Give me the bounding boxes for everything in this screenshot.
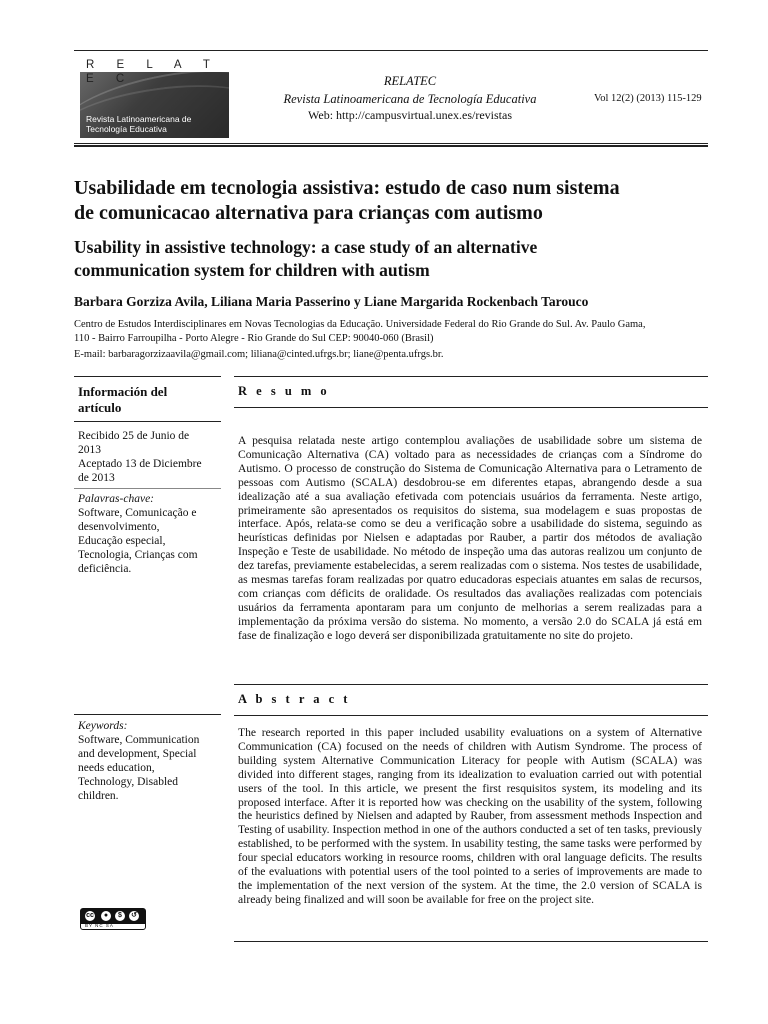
keywords-pt-line: Tecnologia, Crianças com xyxy=(78,549,198,561)
logo-subtitle-line1: Revista Latinoamericana de xyxy=(86,114,192,124)
title-pt-line2: de comunicacao alternativa para crianças com autismo xyxy=(74,202,543,224)
journal-name: RELATEC xyxy=(383,74,437,88)
cc-caption: BY NC SA xyxy=(85,923,114,928)
keywords-pt-line: Educação especial, xyxy=(78,535,166,547)
main-rule-resumo-end xyxy=(234,684,708,685)
authors: Barbara Gorziza Avila, Liliana Maria Passerino y Liane Margarida Rockenbach Tarouco xyxy=(74,294,589,309)
keywords-en-line: needs education, xyxy=(78,762,155,774)
abstract-text: The research reported in this paper included usability evaluations on a system of Alternative Communication (CA) focused on the needs of children with Autism Syndrome. The process of building system Alternative Communication Literacy for people with Autism (SCALA) was divided into different stages, ranging from its idealization to evaluation carried out with potential users of the tool. In this article, we present the first resquisitos system, its modeling and its proposed interface. After it is reported how was checking on the usability of the system, following the heuristics defined by Nielsen and adapted by Rauber, from assessment methods Inspection and Testing of usability. Inspection method in one of the authors conducted a set of ten tasks, previously established, to be performed with the system. In usability testing, the same tasks were performed by four special educators working in resource rooms, children with oral language deficits. The results of the evaluations with potential users of the tool pointed to a series of improvements are made to the implementation of the next version of the system. At the time, the 2.0 version of SCALA is already being finalized and will soon be available for free on the project site. xyxy=(238,726,702,906)
affiliation-line2: 110 - Bairro Farroupilha - Porto Alegre - Rio Grande do Sul CEP: 90040-060 (Brasil) xyxy=(74,333,434,344)
affiliation xyxy=(74,318,714,346)
affiliation-line1: Centro de Estudos Interdisciplinares em Novas Tecnologias da Educação. Universidade Federal do Rio Grande do Sul. Av. Paulo Gama, xyxy=(74,319,646,330)
title-portuguese xyxy=(74,176,714,226)
journal-website: Web: http://campusvirtual.unex.es/revistas xyxy=(308,108,512,122)
sidebar-rule-dates xyxy=(74,488,221,489)
sidebar-rule-keywords xyxy=(74,714,221,715)
creative-commons-license-badge[interactable] xyxy=(80,908,146,930)
header-rule-thick xyxy=(74,145,708,147)
sidebar-rule-top xyxy=(74,376,221,377)
cc-icon: cc xyxy=(84,910,96,922)
article-info-heading-line2: artículo xyxy=(78,400,122,415)
title-pt-line1: Usabilidade em tecnologia assistiva: estudo de caso num sistema xyxy=(74,177,620,199)
logo-subtitle xyxy=(86,115,191,134)
journal-full-name: Revista Latinoamericana de Tecnología Educativa xyxy=(283,92,537,106)
keywords-pt-line: deficiência. xyxy=(78,563,132,575)
abstract-heading: A b s t r a c t xyxy=(238,692,351,706)
volume-info: Vol 12(2) (2013) 115-129 xyxy=(594,93,702,104)
main-rule-top xyxy=(234,376,708,377)
title-en-line1: Usability in assistive technology: a case study of an alternative xyxy=(74,237,538,257)
by-icon: ● xyxy=(100,910,112,922)
top-rule xyxy=(74,50,708,51)
author-emails: E-mail: barbaragorzizaavila@gmail.com; liliana@cinted.ufrgs.br; liane@penta.ufrgs.br. xyxy=(74,349,444,360)
sidebar-rule-info xyxy=(74,421,221,422)
received-line2: 2013 xyxy=(78,444,101,456)
accepted-line2: de 2013 xyxy=(78,472,115,484)
received-line1: Recibido 25 de Junio de xyxy=(78,430,190,442)
keywords-pt-line: Software, Comunicação e xyxy=(78,507,197,519)
keywords-en-line: and development, Special xyxy=(78,748,197,760)
title-en-line2: communication system for children with autism xyxy=(74,260,430,280)
accepted-line1: Aceptado 13 de Diciembre xyxy=(78,458,202,470)
resumo-text: A pesquisa relatada neste artigo contemplou avaliações de usabilidade sobre um sistema de Comunicação Alternativa (CA) voltado para as necessidades de crianças com a Síndrome do Autismo. O processo de construção do Sistema de Comunicação Alternativa para o Letramento de pessoas com Autismo (SCALA) desdobrou-se em diferentes etapas, abrangendo desde a sua idealização até a sua avaliação efetivada com potenciais usuários da ferramenta. Neste artigo, primeiramente são apresentados os requisitos do sistema, sua modelagem e suas propostas de interface. Após, relata-se como se deu a verificação sobre a usabilidade do sistema, seguindo as heurísticas definidas por Nielsen e adaptadas por Rauber, a partir dos métodos de avaliação Inspeção e Teste de usabilidade. No método de inspeção uma das autoras realizou um conjunto de dez tarefas, previamente estabelecidas, a serem realizadas com o sistema. Nos testes de usabilidade, as mesmas tarefas foram realizadas por quatro educadoras especiais atuantes em salas de recursos, com crianças com déficits de oralidade. Os resultados das avaliações realizadas com potenciais usuários da ferramenta apontaram para um conjunto de melhorias a serem realizadas para a implementação da próxima versão do sistema. No momento, a versão 2.0 do SCALA já está em fase de finalização e logo deverá ser disponibilizada gratuitamente no site do projeto. xyxy=(238,434,702,642)
received-date xyxy=(78,429,216,485)
title-english xyxy=(74,236,714,282)
logo-subtitle-line2: Tecnología Educativa xyxy=(86,123,167,134)
keywords-pt-line: desenvolvimento, xyxy=(78,521,160,533)
keywords-en-label: Keywords: xyxy=(78,720,128,732)
main-rule-abstract-end xyxy=(234,941,708,942)
sa-icon: ↺ xyxy=(128,910,140,922)
main-rule-resumo xyxy=(234,407,708,408)
logo-brand: R E L A T E C xyxy=(80,58,229,72)
article-info-heading xyxy=(78,384,216,416)
keywords-pt xyxy=(78,492,216,576)
journal-logo xyxy=(80,58,229,138)
keywords-en-line: Technology, Disabled xyxy=(78,776,179,788)
cc-badge-band xyxy=(81,909,145,924)
nc-icon: $ xyxy=(114,910,126,922)
keywords-en-line: children. xyxy=(78,790,119,802)
keywords-en-line: Software, Communication xyxy=(78,734,200,746)
article-info-heading-line1: Información del xyxy=(78,384,168,399)
keywords-en xyxy=(78,719,216,803)
resumo-heading: R e s u m o xyxy=(238,384,330,398)
header-rule-thin xyxy=(74,143,708,144)
main-rule-abstract xyxy=(234,715,708,716)
keywords-pt-label: Palavras-chave: xyxy=(78,493,154,505)
